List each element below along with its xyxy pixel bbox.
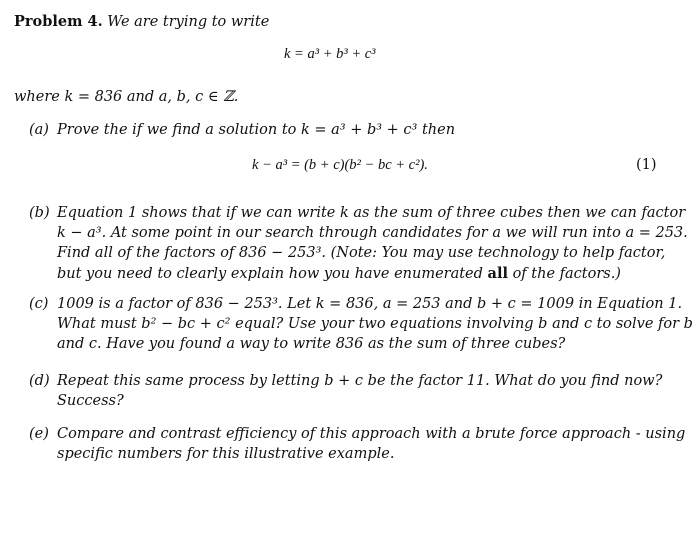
part-b-line-1: Equation 1 shows that if we can write k as the sum of three cubes then we can factor xyxy=(57,205,686,221)
part-a-equation: k − a³ = (b + c)(b² − bc + c²). xyxy=(252,157,428,173)
part-b-emphasis-all: all xyxy=(487,265,508,282)
problem-heading-line xyxy=(14,13,269,30)
part-d-line-1: Repeat this same process by letting b + c be the factor 11. What do you find now? xyxy=(57,373,663,389)
part-e-line-2: specific numbers for this illustrative example. xyxy=(57,446,395,462)
part-b-line-3: Find all of the factors of 836 − 253³. (Note: You may use technology to help factor, xyxy=(57,245,666,261)
equation-number: (1) xyxy=(636,157,657,173)
problem-intro: We are trying to write xyxy=(107,14,270,30)
part-d-label: (d) xyxy=(29,373,50,389)
part-b-line-4 xyxy=(57,265,621,282)
part-c-line-3: and c. Have you found a way to write 836 as the sum of three cubes? xyxy=(57,336,566,352)
display-equation: k = a³ + b³ + c³ xyxy=(284,46,376,62)
part-c-line-2: What must b² − bc + c² equal? Use your two equations involving b and c to solve for b xyxy=(57,316,693,332)
part-b-line-2: k − a³. At some point in our search through candidates for a we will run into a = 253. xyxy=(57,225,688,241)
part-e-label: (e) xyxy=(29,426,49,442)
part-a-label: (a) xyxy=(29,122,49,138)
part-c-line-1: 1009 is a factor of 836 − 253³. Let k = 836, a = 253 and b + c = 1009 in Equation 1. xyxy=(57,296,683,312)
part-b-line-4-end: of the factors.) xyxy=(507,266,621,282)
part-a-text: Prove the if we find a solution to k = a³ + b³ + c³ then xyxy=(57,122,456,138)
part-b-label: (b) xyxy=(29,205,50,221)
part-d-line-2: Success? xyxy=(57,393,124,409)
part-e-line-1: Compare and contrast efficiency of this approach with a brute force approach - using xyxy=(57,426,686,442)
where-text: where k = 836 and a, b, c ∈ ℤ. xyxy=(14,89,239,105)
part-c-label: (c) xyxy=(29,296,49,312)
part-b-line-4-start: but you need to clearly explain how you have enumerated xyxy=(57,266,488,282)
problem-heading: Problem 4. xyxy=(14,13,103,30)
